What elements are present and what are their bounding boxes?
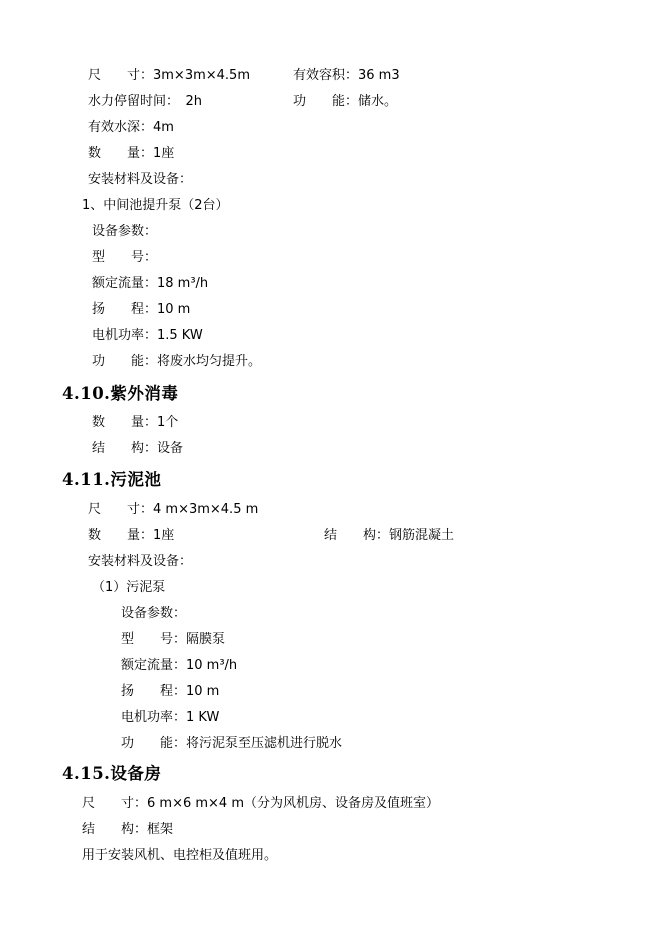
sludge-pump-flow: 额定流量：10 m³/h bbox=[121, 658, 238, 673]
materials-heading: 安装材料及设备： bbox=[88, 172, 193, 187]
uv-structure: 结 构：设备 bbox=[92, 441, 184, 456]
sludge-quantity: 数 量：1座 bbox=[88, 528, 175, 543]
tank-volume: 有效容积：36 m3 bbox=[293, 68, 400, 83]
room-size: 尺 寸：6 m×6 m×4 m（分为风机房、设备房及值班室） bbox=[82, 796, 439, 811]
heading-4-15: 4.15.设备房 bbox=[62, 764, 162, 783]
sludge-size: 尺 寸：4 m×3m×4.5 m bbox=[88, 502, 259, 517]
sludge-pump-power: 电机功率：1 KW bbox=[121, 710, 220, 725]
sludge-structure: 结 构：钢筋混凝土 bbox=[324, 528, 455, 543]
room-use: 用于安装风机、电控柜及值班用。 bbox=[82, 848, 278, 863]
pump-head: 扬 程：10 m bbox=[92, 302, 191, 317]
pump-params: 设备参数： bbox=[92, 224, 158, 239]
heading-4-11: 4.11.污泥池 bbox=[62, 470, 162, 489]
room-structure: 结 构：框架 bbox=[82, 822, 174, 837]
pump-model: 型 号： bbox=[92, 250, 158, 265]
sludge-materials: 安装材料及设备： bbox=[88, 554, 193, 569]
sludge-pump-function: 功 能：将污泥泵至压滤机进行脱水 bbox=[121, 736, 343, 751]
pump-flow: 额定流量：18 m³/h bbox=[92, 276, 209, 291]
tank-function: 功 能：储水。 bbox=[293, 94, 398, 109]
sludge-pump-params: 设备参数： bbox=[121, 606, 187, 621]
sludge-pump-title: （1）污泥泵 bbox=[92, 580, 166, 595]
pump-function: 功 能：将废水均匀提升。 bbox=[92, 354, 262, 369]
sludge-pump-model: 型 号：隔膜泵 bbox=[121, 632, 226, 647]
pump-title: 1、中间池提升泵（2台） bbox=[82, 198, 229, 213]
sludge-pump-head: 扬 程：10 m bbox=[121, 684, 220, 699]
heading-4-10: 4.10.紫外消毒 bbox=[62, 384, 179, 403]
tank-size: 尺 寸：3m×3m×4.5m bbox=[88, 68, 250, 83]
tank-depth: 有效水深：4m bbox=[88, 120, 174, 135]
pump-power: 电机功率：1.5 KW bbox=[92, 328, 203, 343]
uv-quantity: 数 量：1个 bbox=[92, 415, 179, 430]
tank-quantity: 数 量：1座 bbox=[88, 146, 175, 161]
tank-hrt: 水力停留时间： 2h bbox=[88, 94, 203, 109]
